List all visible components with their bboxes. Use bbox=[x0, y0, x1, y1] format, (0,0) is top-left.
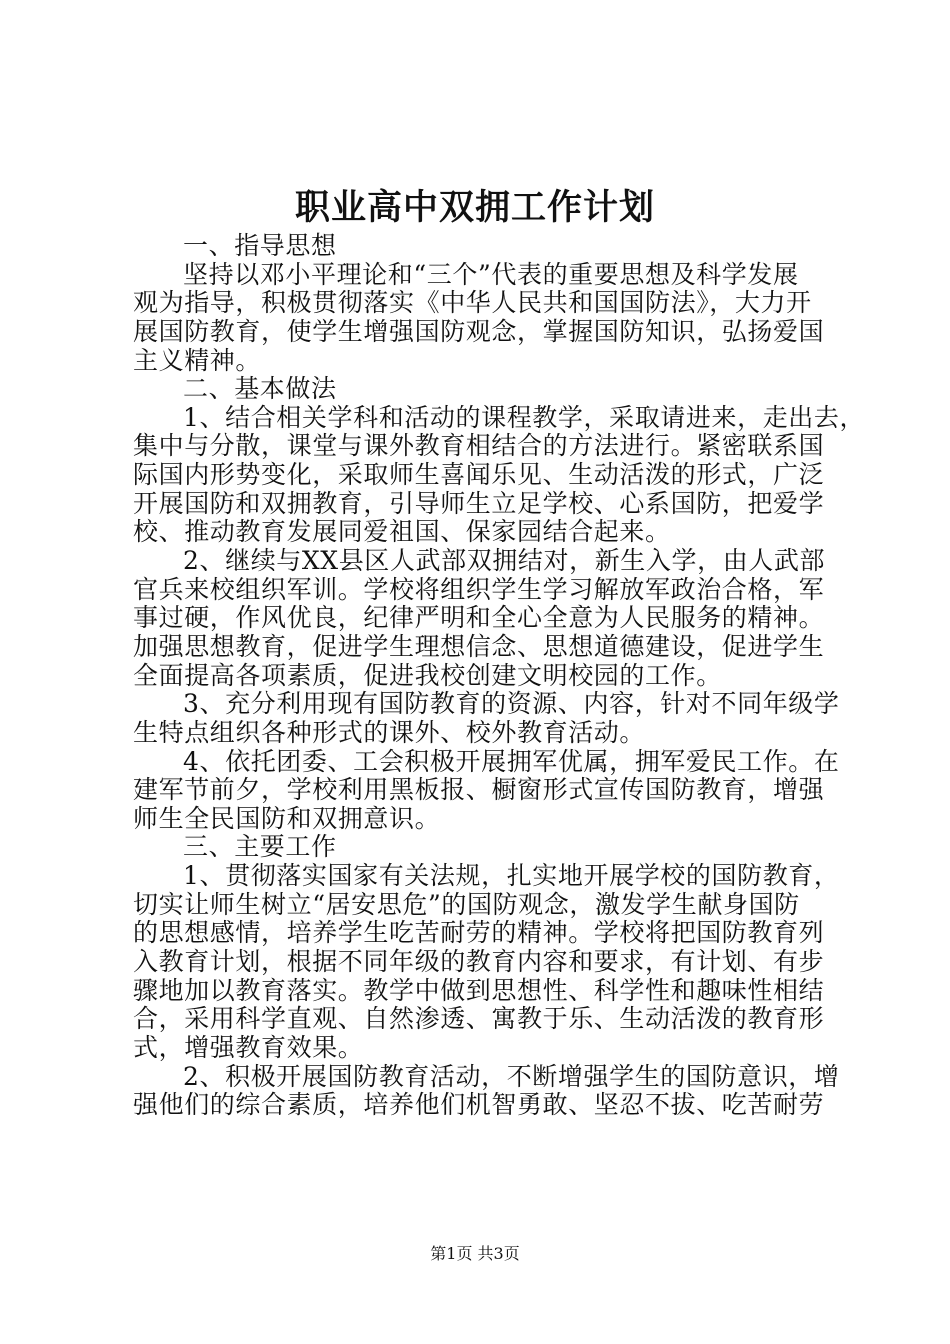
page-footer: 第1页 共3页 bbox=[430, 1244, 520, 1263]
text-line: 切实让师生树立“居安思危”的国防观念，激发学生献身国防 bbox=[133, 889, 800, 919]
text-line: 2、积极开展国防教育活动，不断增强学生的国防意识，增 bbox=[183, 1061, 840, 1091]
text-line: 一、指导思想 bbox=[183, 231, 337, 260]
text-line: 事过硬，作风优良，纪律严明和全心全意为人民服务的精神。 bbox=[133, 603, 825, 633]
text-line: 三、主要工作 bbox=[183, 832, 337, 862]
text-line: 4、依托团委、工会积极开展拥军优属，拥军爱民工作。在 bbox=[183, 746, 840, 776]
text-line: 展国防教育，使学生增强国防观念，掌握国防知识，弘扬爱国 bbox=[133, 316, 825, 346]
text-line: 入教育计划，根据不同年级的教育内容和要求，有计划、有步 bbox=[133, 947, 825, 977]
text-line: 观为指导，积极贯彻落实《中华人民共和国国防法》，大力开 bbox=[133, 288, 812, 318]
text-line: 建军节前夕，学校利用黑板报、橱窗形式宣传国防教育，增强 bbox=[133, 775, 825, 805]
text-line: 集中与分散，课堂与课外教育相结合的方法进行。紧密联系国 bbox=[133, 431, 825, 461]
text-line: 1、贯彻落实国家有关法规，扎实地开展学校的国防教育， bbox=[183, 861, 840, 891]
document-body bbox=[133, 231, 866, 1120]
text-line: 合，采用科学直观、自然渗透、寓教于乐、生动活泼的教育形 bbox=[133, 1004, 825, 1034]
text-line: 官兵来校组织军训。学校将组织学生学习解放军政治合格，军 bbox=[133, 574, 825, 604]
text-line: 强他们的综合素质，培养他们机智勇敢、坚忍不拔、吃苦耐劳 bbox=[133, 1090, 825, 1120]
text-line: 加强思想教育，促进学生理想信念、思想道德建设，促进学生 bbox=[133, 631, 825, 661]
text-line: 1、结合相关学科和活动的课程教学，采取请进来，走出去， bbox=[183, 402, 866, 432]
text-line: 生特点组织各种形式的课外、校外教育活动。 bbox=[133, 717, 646, 747]
text-line: 二、基本做法 bbox=[183, 374, 337, 404]
text-line: 际国内形势变化，采取师生喜闻乐见、生动活泼的形式，广泛 bbox=[133, 460, 825, 490]
text-line: 坚持以邓小平理论和“三个”代表的重要思想及科学发展 bbox=[183, 259, 799, 289]
text-line: 开展国防和双拥教育，引导师生立足学校、心系国防，把爱学 bbox=[133, 488, 825, 518]
text-line: 主义精神。 bbox=[133, 345, 262, 375]
text-line: 式，增强教育效果。 bbox=[133, 1032, 364, 1062]
text-line: 3、充分利用现有国防教育的资源、内容，针对不同年级学 bbox=[183, 689, 840, 719]
text-line: 骤地加以教育落实。教学中做到思想性、科学性和趣味性相结 bbox=[133, 975, 825, 1005]
text-line: 师生全民国防和双拥意识。 bbox=[133, 803, 441, 833]
text-line: 全面提高各项素质，促进我校创建文明校园的工作。 bbox=[133, 660, 722, 690]
text-line: 的思想感情，培养学生吃苦耐劳的精神。学校将把国防教育列 bbox=[133, 918, 825, 948]
text-line: 2、继续与XX县区人武部双拥结对，新生入学，由人武部 bbox=[183, 546, 826, 576]
text-line: 校、推动教育发展同爱祖国、保家园结合起来。 bbox=[133, 517, 671, 547]
document-title: 职业高中双拥工作计划 bbox=[294, 187, 655, 228]
